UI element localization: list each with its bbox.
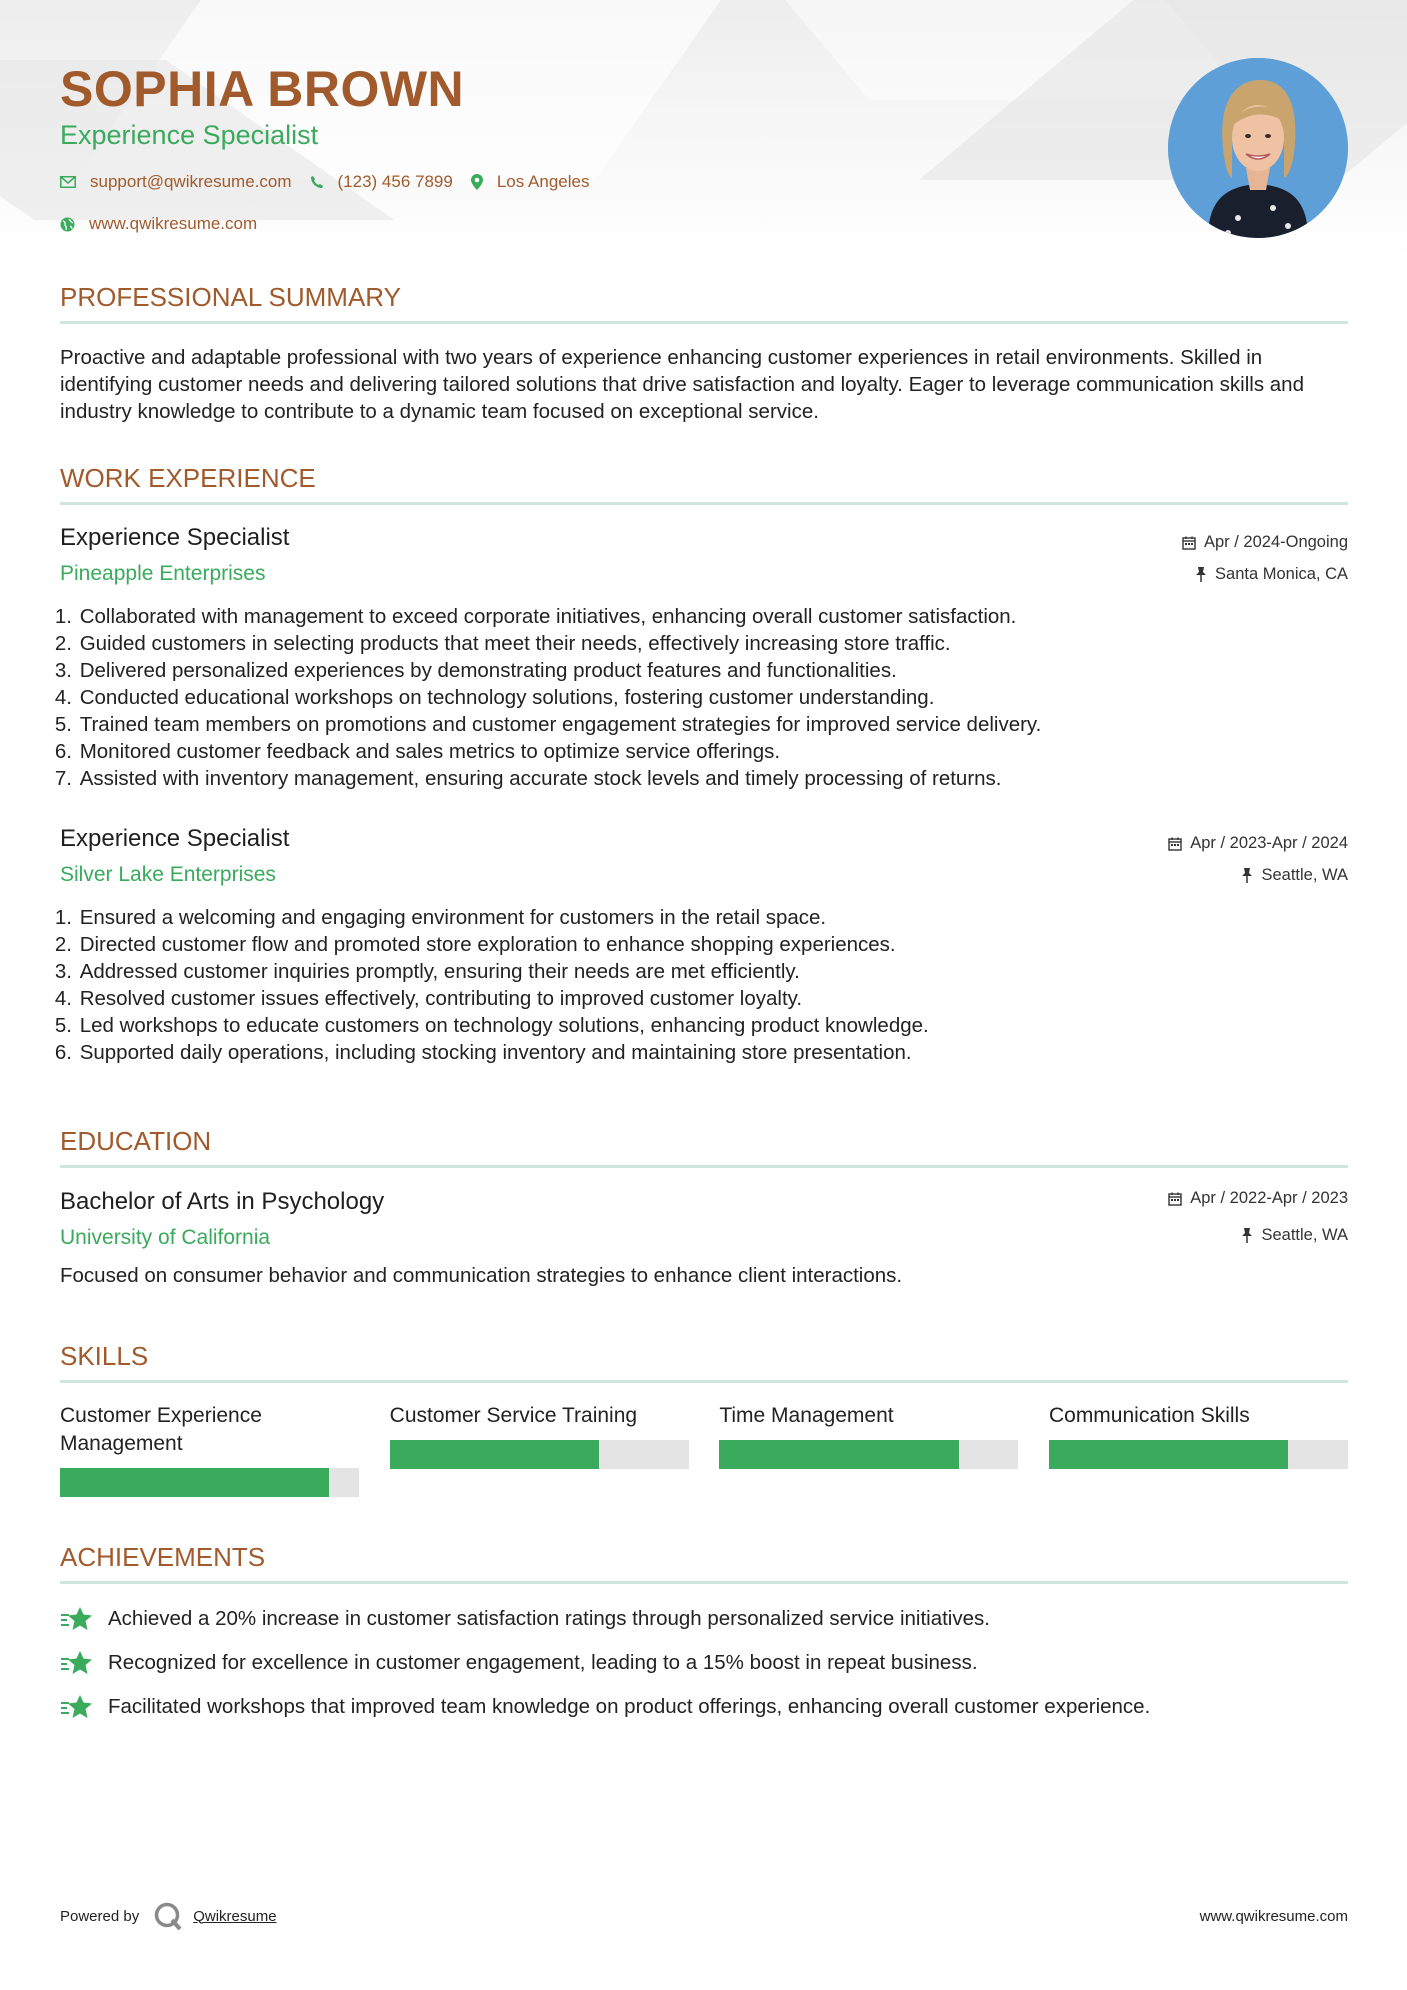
phone-text: (123) 456 7899: [337, 172, 453, 191]
footer-website-link[interactable]: www.qwikresume.com: [1199, 1907, 1348, 1925]
list-item: 5. Led workshops to educate customers on technology solutions, enhancing product knowledge.: [54, 1014, 929, 1037]
section-title-skills: SKILLS: [60, 1341, 1348, 1383]
section-title-achievements: ACHIEVEMENTS: [60, 1542, 1348, 1584]
website-text: www.qwikresume.com: [89, 214, 258, 233]
globe-icon: [60, 217, 75, 232]
candidate-name: SOPHIA BROWN: [60, 61, 465, 117]
section-title-education: EDUCATION: [60, 1126, 1348, 1168]
skill-bar-fill: [719, 1440, 958, 1469]
contact-row: [60, 172, 607, 192]
list-item: 6. Supported daily operations, including stocking inventory and maintaining store presentation.: [54, 1041, 912, 1064]
location-text: Los Angeles: [496, 172, 590, 191]
list-item: 4. Conducted educational workshops on technology solutions, fostering customer understanding.: [54, 686, 935, 709]
education-location-text: Seattle, WA: [1261, 1226, 1348, 1244]
pushpin-icon: [1241, 1228, 1253, 1243]
contact-phone[interactable]: [310, 172, 453, 192]
job-2-location-text: Seattle, WA: [1261, 866, 1348, 884]
profile-photo: [1168, 58, 1348, 238]
skill-name: Communication Skills: [1048, 1404, 1250, 1427]
list-item: 2. Directed customer flow and promoted store exploration to enhance shopping experiences.: [54, 933, 896, 956]
job-1-dates-text: Apr / 2024-Ongoing: [1203, 533, 1348, 551]
skill-bar-fill: [60, 1468, 329, 1497]
job-2-dates-text: Apr / 2023-Apr / 2024: [1190, 834, 1348, 852]
list-item: 1. Collaborated with management to exceed corporate initiatives, enhancing overall customer satisfaction.: [54, 605, 1017, 628]
job-1-location: [1195, 565, 1348, 584]
skill-bar-fill: [1049, 1440, 1288, 1469]
star-badge-icon: [60, 1694, 94, 1720]
list-item: Achieved a 20% increase in customer satisfaction ratings through personalized service initiatives.: [60, 1597, 1348, 1641]
list-item: 3. Addressed customer inquiries promptly, ensuring their needs are met efficiently.: [54, 960, 800, 983]
list-item: 1. Ensured a welcoming and engaging environment for customers in the retail space.: [54, 906, 827, 929]
qwikresume-link[interactable]: Qwikresume: [193, 1907, 277, 1925]
skill-bar-fill: [390, 1440, 599, 1469]
calendar-icon: [1168, 1192, 1182, 1206]
job-2-company: Silver Lake Enterprises: [60, 863, 276, 886]
contact-location: [471, 172, 590, 192]
map-pin-icon: [471, 174, 483, 190]
education-location: [1241, 1226, 1348, 1245]
list-item: 3. Delivered personalized experiences by demonstrating product features and functionalities.: [54, 659, 897, 682]
qwikresume-logo-icon: [153, 1901, 183, 1931]
star-badge-icon: [60, 1606, 94, 1632]
pushpin-icon: [1195, 567, 1207, 582]
education-description: Focused on consumer behavior and communication strategies to enhance client interactions.: [60, 1264, 903, 1287]
education-dates: [1168, 1189, 1348, 1208]
education-school: University of California: [60, 1226, 271, 1249]
email-text: support@qwikresume.com: [90, 172, 292, 191]
footer: [60, 1898, 1348, 1934]
job-1-company: Pineapple Enterprises: [60, 562, 266, 585]
skill-item: [1049, 1402, 1348, 1497]
pushpin-icon: [1241, 868, 1253, 883]
skill-name: Customer Service Training: [389, 1404, 638, 1427]
job-2-role: Experience Specialist: [60, 825, 290, 852]
contact-row-website: [60, 214, 275, 234]
contact-website[interactable]: [60, 214, 257, 234]
skill-bar: [60, 1468, 359, 1497]
skill-bar: [719, 1440, 1018, 1469]
section-title-work: WORK EXPERIENCE: [60, 463, 1348, 505]
skill-item: [719, 1402, 1018, 1497]
list-item: Recognized for excellence in customer engagement, leading to a 15% boost in repeat business.: [60, 1641, 1348, 1685]
envelope-icon: [60, 176, 76, 188]
powered-by: [60, 1901, 277, 1931]
powered-by-label: Powered by: [60, 1907, 140, 1925]
skill-name: Time Management: [719, 1404, 894, 1427]
star-badge-icon: [60, 1650, 94, 1676]
list-item: 7. Assisted with inventory management, ensuring accurate stock levels and timely processing of returns.: [54, 767, 1002, 790]
section-title-summary: PROFESSIONAL SUMMARY: [60, 282, 1348, 324]
job-2-dates: [1168, 834, 1348, 853]
job-1-bullets: [54, 603, 1348, 792]
education-dates-text: Apr / 2022-Apr / 2023: [1190, 1189, 1348, 1207]
job-1-dates: [1182, 533, 1348, 552]
job-2-location: [1241, 866, 1348, 885]
calendar-icon: [1182, 536, 1196, 550]
skill-bar: [390, 1440, 689, 1469]
skills-grid: [60, 1402, 1348, 1497]
list-item: 4. Resolved customer issues effectively, contributing to improved customer loyalty.: [54, 987, 803, 1010]
list-item: 2. Guided customers in selecting products that meet their needs, effectively increasing store traffic.: [54, 632, 951, 655]
skill-name: Customer Experience Management: [60, 1404, 262, 1455]
candidate-title: Experience Specialist: [60, 120, 319, 150]
skill-item: [390, 1402, 689, 1497]
job-1-role: Experience Specialist: [60, 524, 290, 551]
achievements-list: [60, 1597, 1348, 1729]
skill-bar: [1049, 1440, 1348, 1469]
list-item: 5. Trained team members on promotions and customer engagement strategies for improved service delivery.: [54, 713, 1042, 736]
job-2-bullets: [54, 904, 1348, 1066]
summary-text: Proactive and adaptable professional with two years of experience enhancing customer experiences in retail environments. Skilled in identifying customer needs and delivering tailored solutions that drive satisfaction and loyalty. Eager to leverage communication skills and industry knowledge to contribute to a dynamic team focused on exceptional service.: [60, 346, 1304, 423]
list-item: Facilitated workshops that improved team knowledge on product offerings, enhancing overall customer experience.: [60, 1685, 1348, 1729]
list-item: 6. Monitored customer feedback and sales metrics to optimize service offerings.: [54, 740, 781, 763]
calendar-icon: [1168, 837, 1182, 851]
contact-email[interactable]: [60, 172, 292, 192]
skill-item: [60, 1402, 359, 1497]
education-degree: Bachelor of Arts in Psychology: [60, 1188, 385, 1215]
job-1-location-text: Santa Monica, CA: [1215, 565, 1348, 583]
phone-icon: [310, 175, 324, 189]
